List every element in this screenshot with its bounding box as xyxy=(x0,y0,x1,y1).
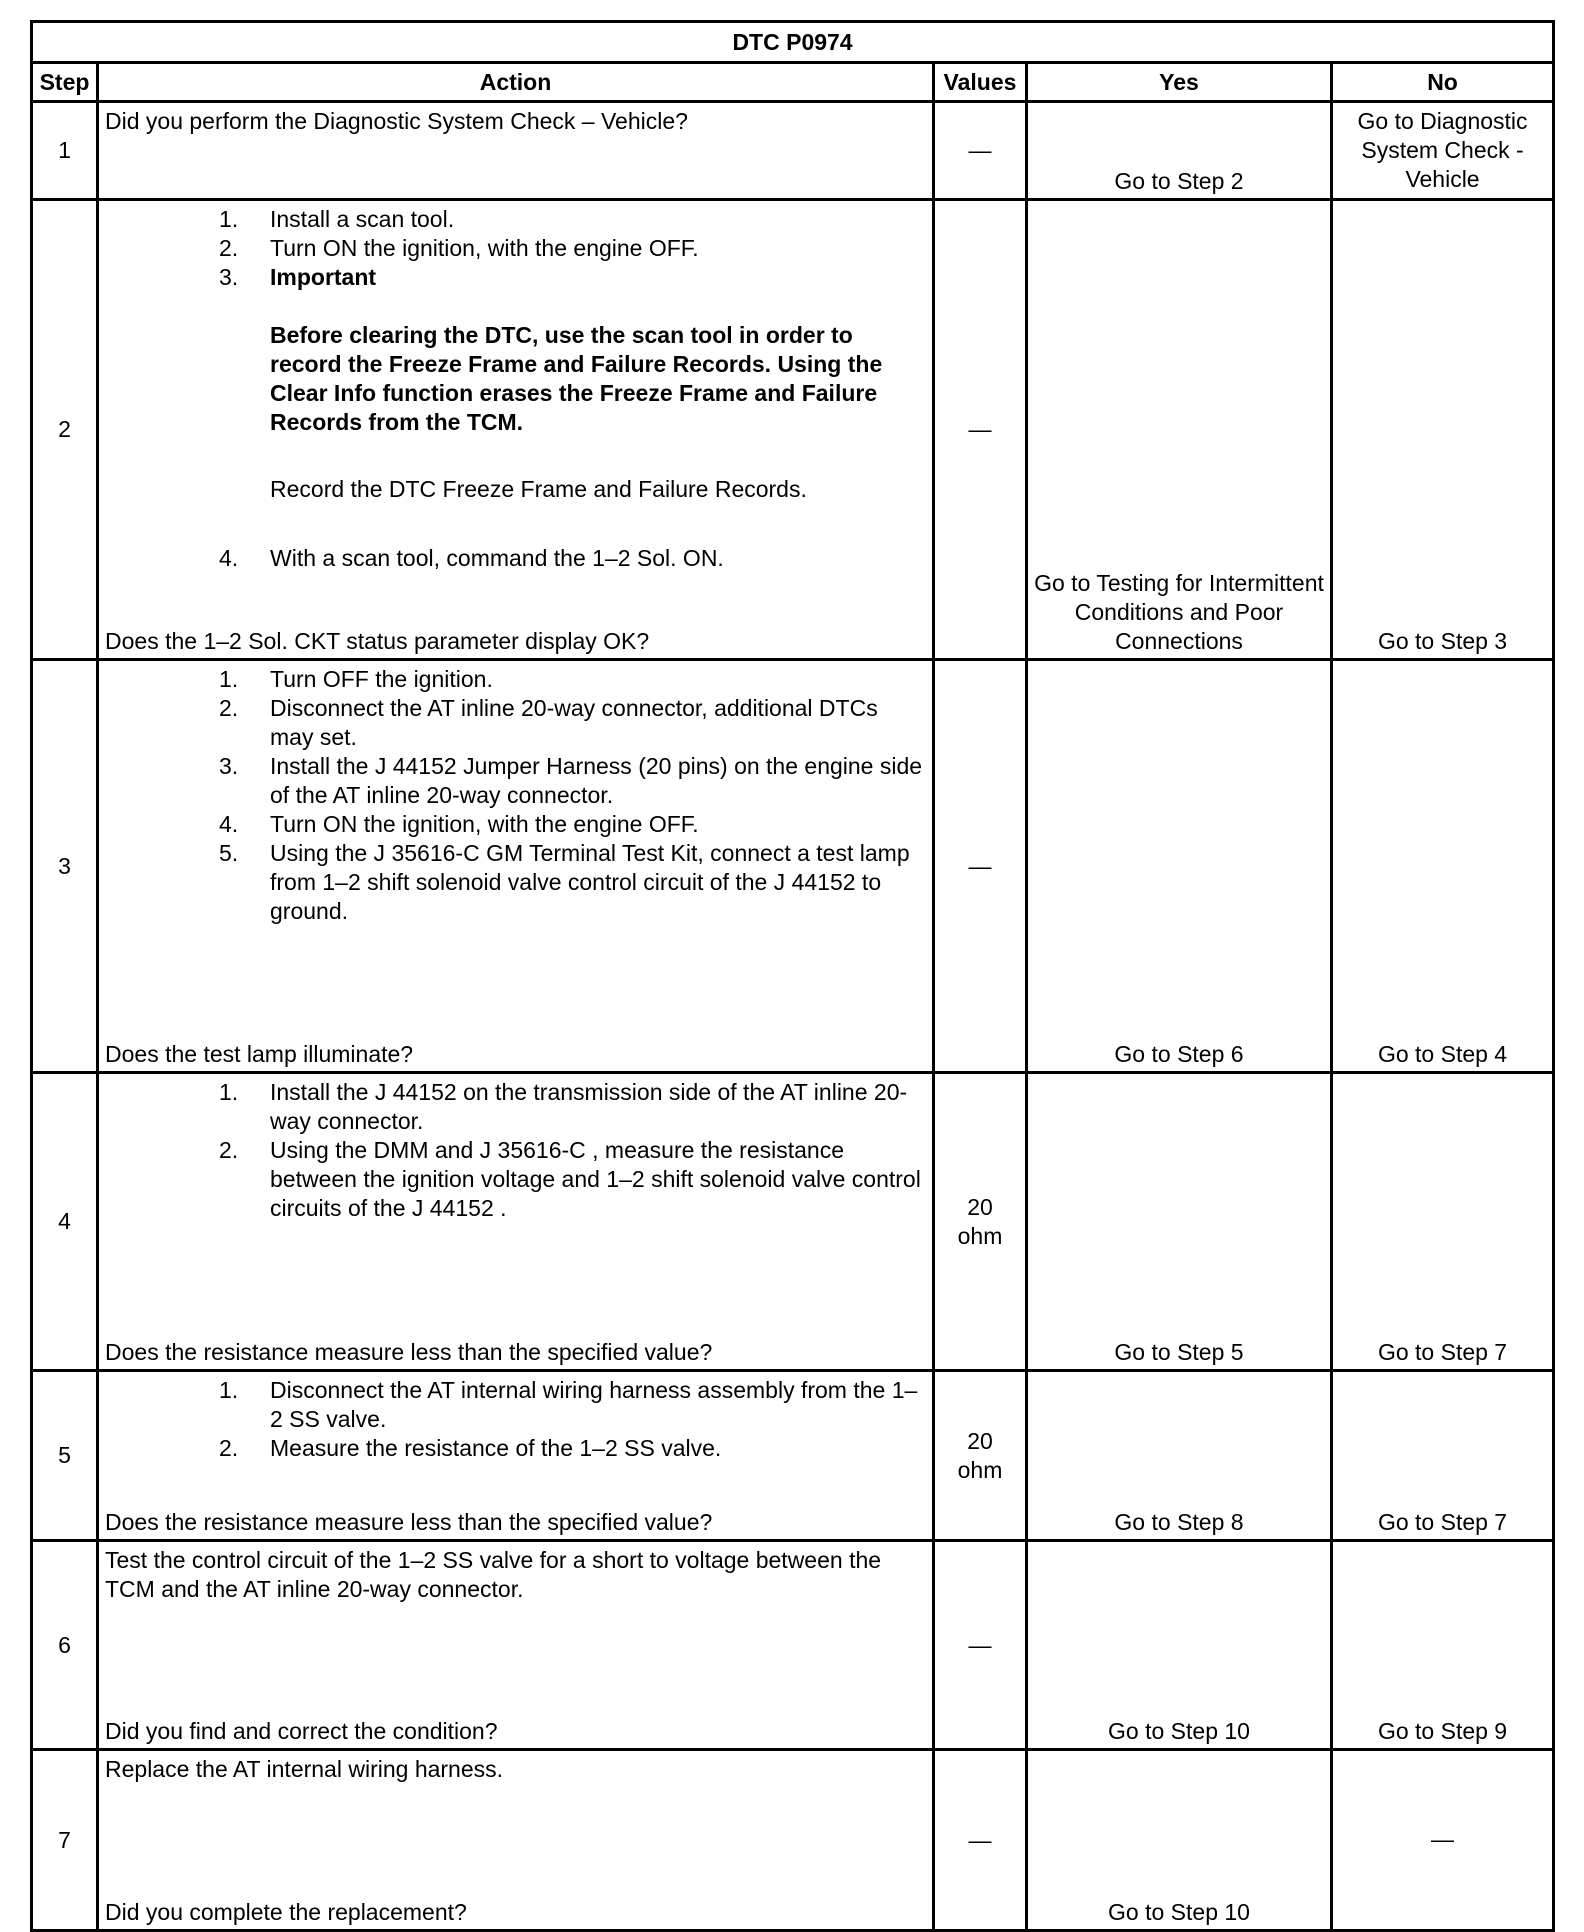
action-list xyxy=(99,1372,932,1463)
value-cell: 20 ohm xyxy=(934,1073,1027,1371)
step-number: 5 xyxy=(32,1371,98,1541)
action-cell xyxy=(98,660,934,1073)
header-row xyxy=(32,63,1554,102)
record-note: Record the DTC Freeze Frame and Failure Records. xyxy=(270,476,807,502)
question-text: Does the resistance measure less than the specified value? xyxy=(105,1509,713,1535)
list-item: 2. Using the DMM and J 35616-C , measure the resistance between the ignition voltage and 1–2 shift solenoid valve control circuits of the J 44152 . xyxy=(219,1137,921,1221)
action-text: Replace the AT internal wiring harness. xyxy=(105,1756,504,1782)
action-cell xyxy=(98,102,934,200)
question-text: Does the test lamp illuminate? xyxy=(105,1041,414,1067)
table-title: DTC P0974 xyxy=(32,22,1554,63)
header-no: No xyxy=(1332,63,1554,102)
value-cell: — xyxy=(934,1541,1027,1750)
no-cell: Go to Diagnostic System Check - Vehicle xyxy=(1332,102,1554,200)
action-list xyxy=(99,201,932,573)
list-item: 2. Disconnect the AT inline 20-way connector, additional DTCs may set. xyxy=(219,695,878,750)
header-values: Values xyxy=(934,63,1027,102)
yes-cell: Go to Step 6 xyxy=(1027,660,1332,1073)
no-cell: Go to Step 4 xyxy=(1332,660,1554,1073)
list-item: 3. Install the J 44152 Jumper Harness (20 pins) on the engine side of the AT inline 20-way connector. xyxy=(219,753,923,808)
question-text: Does the 1–2 Sol. CKT status parameter display OK? xyxy=(105,628,650,654)
step-number: 3 xyxy=(32,660,98,1073)
list-item: 1. Install the J 44152 on the transmission side of the AT inline 20-way connector. xyxy=(219,1079,908,1134)
header-yes: Yes xyxy=(1027,63,1332,102)
question-text: Does the resistance measure less than the specified value? xyxy=(105,1339,713,1365)
yes-cell: Go to Step 10 xyxy=(1027,1750,1332,1931)
step-number: 4 xyxy=(32,1073,98,1371)
action-cell xyxy=(98,1371,934,1541)
action-cell xyxy=(98,200,934,660)
header-step: Step xyxy=(32,63,98,102)
no-cell: — xyxy=(1332,1750,1554,1931)
dtc-table xyxy=(30,20,1555,1932)
list-item: 1. Turn OFF the ignition. xyxy=(219,666,493,692)
list-item: 3. Important Before clearing the DTC, use the scan tool in order to record the Freeze Frame and Failure Records. Using the Clear Info function erases the Freeze Frame and Failure Records from the TCM. Record the DTC Freeze Frame and Failure Records. xyxy=(99,263,926,504)
step-number: 7 xyxy=(32,1750,98,1931)
step-number: 2 xyxy=(32,200,98,660)
action-text: Test the control circuit of the 1–2 SS valve for a short to voltage between the TCM and the AT inline 20-way connector. xyxy=(105,1547,882,1602)
action-cell xyxy=(98,1541,934,1750)
no-cell: Go to Step 7 xyxy=(1332,1371,1554,1541)
list-item: 5. Using the J 35616-C GM Terminal Test Kit, connect a test lamp from 1–2 shift solenoid valve control circuit of the J 44152 to ground. xyxy=(219,840,910,924)
value-cell: — xyxy=(934,102,1027,200)
yes-cell: Go to Step 5 xyxy=(1027,1073,1332,1371)
action-list xyxy=(99,1074,932,1223)
important-heading: Important xyxy=(270,264,377,290)
value-cell: — xyxy=(934,1750,1027,1931)
step-number: 1 xyxy=(32,102,98,200)
table-row xyxy=(32,1073,1554,1371)
table-row xyxy=(32,200,1554,660)
list-item: 4. With a scan tool, command the 1–2 Sol. ON. xyxy=(219,545,724,571)
list-item: 2. Turn ON the ignition, with the engine OFF. xyxy=(219,235,699,261)
step-number: 6 xyxy=(32,1541,98,1750)
action-text: Did you perform the Diagnostic System Check – Vehicle? xyxy=(105,108,688,134)
list-item: 4. Turn ON the ignition, with the engine OFF. xyxy=(219,811,699,837)
yes-cell: Go to Testing for Intermittent Conditions and Poor Connections xyxy=(1027,200,1332,660)
table-row xyxy=(32,102,1554,200)
action-list xyxy=(99,661,932,926)
no-cell: Go to Step 3 xyxy=(1332,200,1554,660)
value-cell: 20 ohm xyxy=(934,1371,1027,1541)
yes-cell: Go to Step 10 xyxy=(1027,1541,1332,1750)
action-cell xyxy=(98,1750,934,1931)
no-cell: Go to Step 7 xyxy=(1332,1073,1554,1371)
table-row xyxy=(32,1750,1554,1931)
table-row xyxy=(32,660,1554,1073)
value-cell: — xyxy=(934,660,1027,1073)
question-text: Did you find and correct the condition? xyxy=(105,1718,498,1744)
important-note: Before clearing the DTC, use the scan tool in order to record the Freeze Frame and Failure Records. Using the Clear Info function erases the Freeze Frame and Failure Records from the TCM. xyxy=(270,322,883,435)
no-cell: Go to Step 9 xyxy=(1332,1541,1554,1750)
yes-cell: Go to Step 8 xyxy=(1027,1371,1332,1541)
header-action: Action xyxy=(98,63,934,102)
value-cell: — xyxy=(934,200,1027,660)
table-row xyxy=(32,1541,1554,1750)
list-item: 1. Disconnect the AT internal wiring harness assembly from the 1–2 SS valve. xyxy=(219,1377,918,1432)
question-text: Did you complete the replacement? xyxy=(105,1899,467,1925)
yes-cell: Go to Step 2 xyxy=(1027,102,1332,200)
list-item: 1. Install a scan tool. xyxy=(219,206,455,232)
table-row xyxy=(32,1371,1554,1541)
list-item: 2. Measure the resistance of the 1–2 SS valve. xyxy=(219,1435,722,1461)
action-cell xyxy=(98,1073,934,1371)
